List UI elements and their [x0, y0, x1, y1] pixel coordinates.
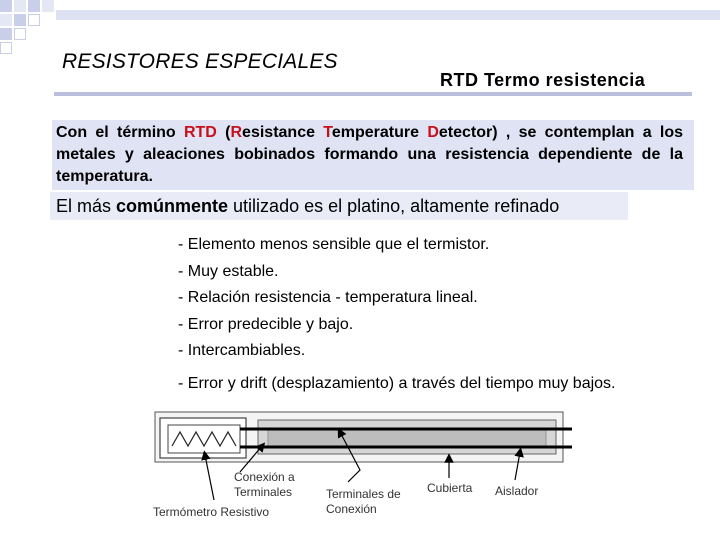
label-conexion-terminales: Conexión a Terminales	[234, 470, 295, 499]
label-terminales-conexion: Terminales de Conexión	[326, 487, 401, 516]
list-item: - Intercambiables.	[178, 342, 306, 359]
list-item: - Relación resistencia - temperatura lineal.	[178, 289, 478, 306]
list-item: - Muy estable.	[178, 262, 279, 280]
list-item: - Error predecible y bajo.	[178, 315, 354, 333]
list-item: - Error y drift (desplazamiento) a través del tiempo muy bajos.	[178, 374, 616, 392]
label-cubierta: Cubierta	[427, 481, 473, 495]
list-item: - Elemento menos sensible que el termistor.	[178, 236, 490, 253]
platinum-text: El más comúnmente utilizado es el platino, altamente refinado	[56, 196, 560, 216]
slide-subtitle: RTD Termo resistencia	[440, 70, 646, 90]
label-termometro: Termómetro Resistivo	[153, 505, 270, 519]
definition-text: Con el término RTD (Resistance Temperature Detector) , se contemplan a los metales y aleaciones bobinados formando una resistencia dependiente de la temperatura.	[56, 124, 684, 185]
label-aislador: Aislador	[495, 484, 539, 498]
slide-title: RESISTORES ESPECIALES	[62, 50, 338, 73]
